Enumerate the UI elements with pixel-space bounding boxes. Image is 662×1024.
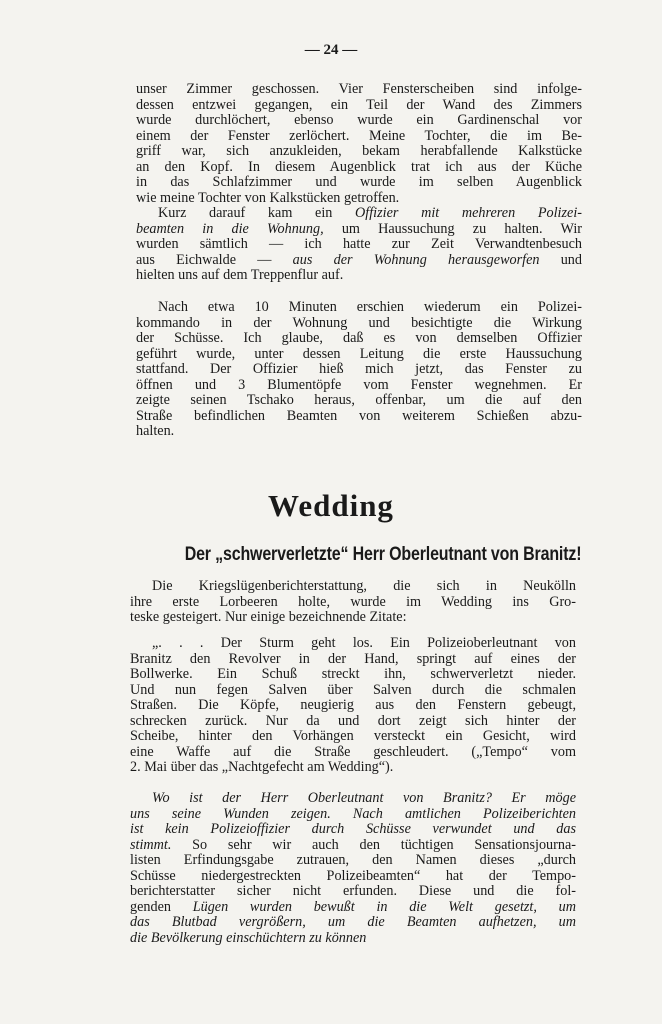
text-line bbox=[130, 838, 576, 854]
page-number: — 24 — bbox=[304, 42, 358, 58]
text-line: hielten uns auf dem Treppenflur auf. bbox=[136, 268, 344, 283]
text-line: Nach etwa 10 Minuten erschien wiederum ein Polizei- bbox=[158, 300, 582, 315]
section-subheading: Der „schwerverletzte“ Herr Oberleutnant von Branitz! bbox=[184, 543, 582, 565]
quote-paragraph bbox=[130, 636, 576, 776]
text-line bbox=[136, 253, 582, 269]
emphasis-line: ist kein Polizeioffizier durch Schüsse verwundet und das bbox=[130, 822, 576, 837]
emphasis-line: Wo ist der Herr Oberleutnant von Branitz? Er möge bbox=[152, 791, 576, 806]
emphasis-line: die Bevölkerung einschüchtern zu können bbox=[130, 930, 367, 946]
text-line: halten. bbox=[136, 424, 175, 439]
text-line: in das Schlafzimmer und wurde im selben Augenblick bbox=[136, 175, 582, 190]
emphasis-text: Offizier mit mehreren Polizei- bbox=[355, 206, 582, 221]
paragraph-4 bbox=[130, 579, 576, 626]
emphasis-text: Lügen wurden bewußt in die Welt gesetzt, um bbox=[192, 899, 576, 915]
paragraph-1 bbox=[136, 82, 582, 206]
text-line: Bollwerke. Ein Schuß streckt ihn, schwerverletzt nieder. bbox=[130, 667, 576, 682]
text-line: teske gesteigert. Nur einige bezeichnende Zitate: bbox=[130, 610, 407, 625]
text-line: zeigte seinen Tschako heraus, offenbar, um die auf den bbox=[136, 393, 582, 408]
text-line: 2. Mai über das „Nachtgefecht am Wedding“). bbox=[130, 760, 394, 775]
text-line: der Schüsse. Ich glaube, daß es von demselben Offizier bbox=[136, 331, 582, 346]
text-span: So sehr wir auch den tüchtigen Sensationsjourna- bbox=[171, 837, 576, 853]
text-line: wurde durchlöchert, ebenso wurde ein Gardinenschal vor bbox=[136, 113, 582, 128]
text-line: eine Waffe auf die Straße geschleudert. („Tempo“ vom bbox=[130, 744, 576, 760]
text-span: um Haussuchung zu halten. Wir bbox=[323, 221, 582, 237]
text-line: geführt wurde, unter dessen Leitung die erste Haussuchung bbox=[136, 346, 582, 362]
text-line: kommando in der Wohnung und besichtigte die Wirkung bbox=[136, 315, 582, 331]
text-line bbox=[136, 222, 582, 238]
text-line: Die Kriegslügenberichterstattung, die sich in Neukölln bbox=[152, 579, 576, 594]
text-line: griff war, sich anzukleiden, bekam herabfallende Kalkstücke bbox=[136, 144, 582, 159]
emphasis-line: uns seine Wunden zeigen. Nach amtlichen Polizeiberichten bbox=[130, 806, 576, 822]
text-line: dessen entzwei gegangen, ein Teil der Wand des Zimmers bbox=[136, 97, 582, 113]
text-span: genden bbox=[130, 899, 193, 915]
text-line: öffnen und 3 Blumentöpfe vom Fenster wegnehmen. Er bbox=[136, 377, 582, 393]
text-span: und bbox=[539, 252, 582, 268]
emphasis-text: aus der Wohnung herausgeworfen bbox=[292, 252, 540, 268]
text-line: „. . . Der Sturm geht los. Ein Polizeioberleutnant von bbox=[152, 636, 576, 651]
text-line: Scheibe, hinter den Vorhängen versteckt ein Gesicht, wird bbox=[130, 729, 576, 744]
emphasis-text: beamten in die Wohnung, bbox=[136, 221, 324, 237]
text-line: Straße befindlichen Beamten von weiterem Schießen abzu- bbox=[136, 408, 582, 424]
text-line: wurden sämtlich — ich hatte zur Zeit Verwandtenbesuch bbox=[136, 237, 582, 252]
text-span: aus Eichwalde — bbox=[136, 252, 293, 268]
text-line: ihre erste Lorbeeren holte, wurde im Wedding ins Gro- bbox=[130, 594, 576, 610]
paragraph-2 bbox=[136, 206, 582, 284]
paragraph-6 bbox=[130, 791, 576, 946]
text-line: Branitz den Revolver in der Hand, springt auf eines der bbox=[130, 651, 576, 667]
text-line: wie meine Tochter von Kalkstücken getroffen. bbox=[136, 190, 400, 206]
text-line: stattfand. Der Offizier hieß mich jetzt, das Fenster zu bbox=[136, 362, 582, 377]
text-line: unser Zimmer geschossen. Vier Fensterscheiben sind infolge- bbox=[136, 82, 582, 97]
text-line: berichterstatter sicher nicht erfunden. Diese und die fol- bbox=[130, 884, 576, 899]
section-heading: Wedding bbox=[268, 488, 394, 523]
text-line: Straßen. Die Köpfe, neugierig aus den Fenstern gebeugt, bbox=[130, 698, 576, 713]
text-line: Und nun fegen Salven über Salven durch die schmalen bbox=[130, 682, 576, 698]
text-line: schrecken zurück. Nur da und dort zeigt sich hinter der bbox=[130, 713, 576, 729]
text-span: Kurz darauf kam ein bbox=[158, 206, 356, 221]
text-line: einem der Fenster zerlöchert. Meine Tochter, die im Be- bbox=[136, 128, 582, 144]
paragraph-3 bbox=[136, 300, 582, 440]
emphasis-text: stimmt. bbox=[130, 837, 172, 853]
text-line: an den Kopf. In diesem Augenblick trat ich aus der Küche bbox=[136, 159, 582, 175]
text-line: listen Erfindungsgabe zutrauen, den Namen dieses „durch bbox=[130, 853, 576, 868]
text-line bbox=[130, 900, 576, 916]
emphasis-line: das Blutbad vergrößern, um die Beamten aufhetzen, um bbox=[130, 915, 576, 930]
text-line: Schüsse niedergestreckten Polizeibeamten“ hat der Tempo- bbox=[130, 868, 576, 884]
text-line bbox=[136, 206, 582, 222]
